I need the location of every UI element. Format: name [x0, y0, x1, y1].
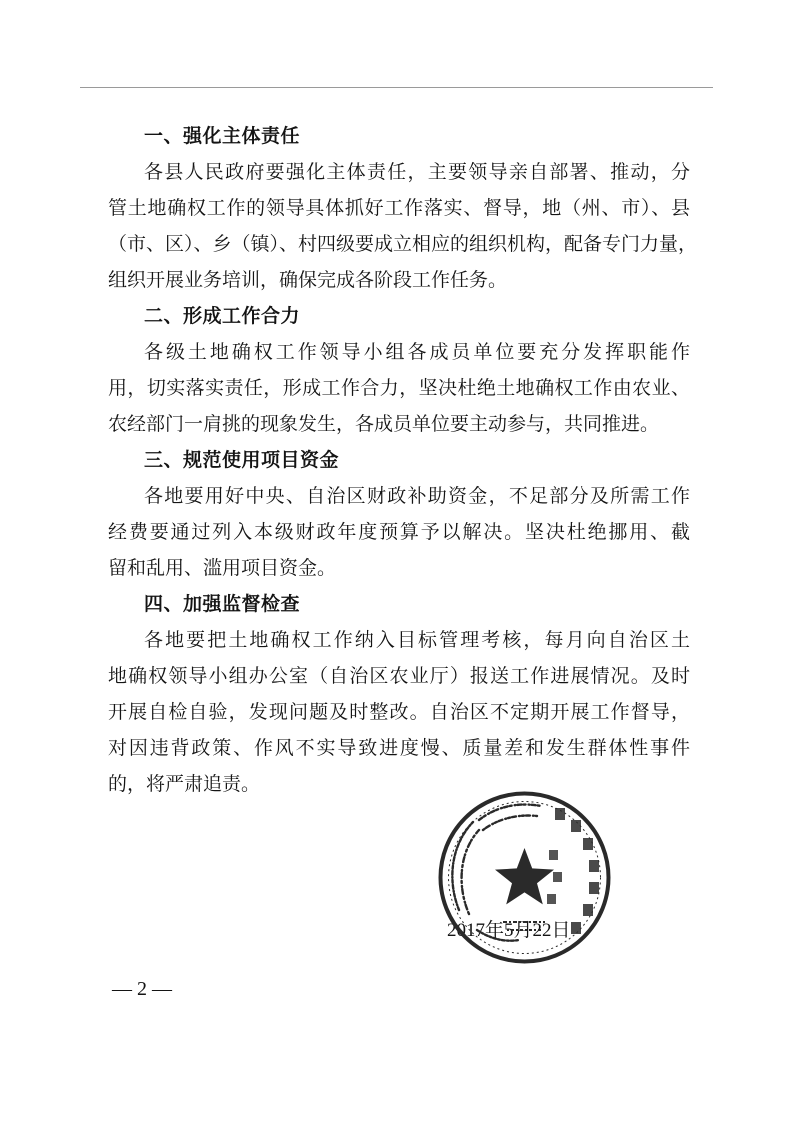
- section-heading: 一、强化主体责任: [144, 125, 301, 147]
- official-seal: [437, 790, 612, 965]
- paragraph-line: 的，将严肃追责。: [108, 773, 261, 795]
- section-paragraph: [108, 478, 690, 586]
- paragraph-line: 农经部门一肩挑的现象发生，各成员单位要主动参与，共同推进。: [108, 413, 660, 435]
- issue-date: 2017年5月22日: [447, 920, 571, 941]
- section-paragraph: [108, 154, 698, 298]
- paragraph-line: 用，切实落实责任，形成工作合力，坚决杜绝土地确权工作由农业、: [108, 377, 690, 399]
- paragraph-line: 地确权领导小组办公室（自治区农业厅）报送工作进展情况。及时: [108, 665, 690, 687]
- paragraph-line: 管土地确权工作的领导具体抓好工作落实、督导，地（州、市）、县: [108, 197, 690, 219]
- section-paragraph: [108, 622, 690, 802]
- paragraph-line: 各县人民政府要强化主体责任，主要领导亲自部署、推动，分: [144, 161, 690, 183]
- paragraph-line: 组织开展业务培训，确保完成各阶段工作任务。: [108, 269, 508, 291]
- section-4: [108, 586, 690, 802]
- section-heading: 四、加强监督检查: [144, 593, 301, 615]
- paragraph-line: （市、区）、乡（镇）、村四级要成立相应的组织机构，配备专门力量，: [108, 233, 698, 255]
- paragraph-line: 经费要通过列入本级财政年度预算予以解决。坚决杜绝挪用、截: [108, 521, 690, 543]
- section-2: [108, 298, 690, 442]
- document-body: [108, 118, 698, 802]
- paragraph-line: 各地要把土地确权工作纳入目标管理考核，每月向自治区土: [144, 629, 690, 651]
- seal-bottom-band: [503, 922, 545, 930]
- page-number: — 2 —: [112, 978, 172, 1000]
- section-heading: 三、规范使用项目资金: [144, 449, 340, 471]
- section-1: [108, 118, 698, 298]
- paragraph-line: 各级土地确权工作领导小组各成员单位要充分发挥职能作: [144, 341, 690, 363]
- header-rule: [80, 87, 713, 88]
- paragraph-line: 对因违背政策、作风不实导致进度慢、质量差和发生群体性事件: [108, 737, 690, 759]
- paragraph-line: 各地要用好中央、自治区财政补助资金，不足部分及所需工作: [144, 485, 690, 507]
- section-paragraph: [108, 334, 690, 442]
- paragraph-line: 开展自检自验，发现问题及时整改。自治区不定期开展工作督导，: [108, 701, 690, 723]
- star-icon: [495, 848, 554, 904]
- paragraph-line: 留和乱用、滥用项目资金。: [108, 557, 337, 579]
- section-3: [108, 442, 690, 586]
- section-heading: 二、形成工作合力: [144, 305, 301, 327]
